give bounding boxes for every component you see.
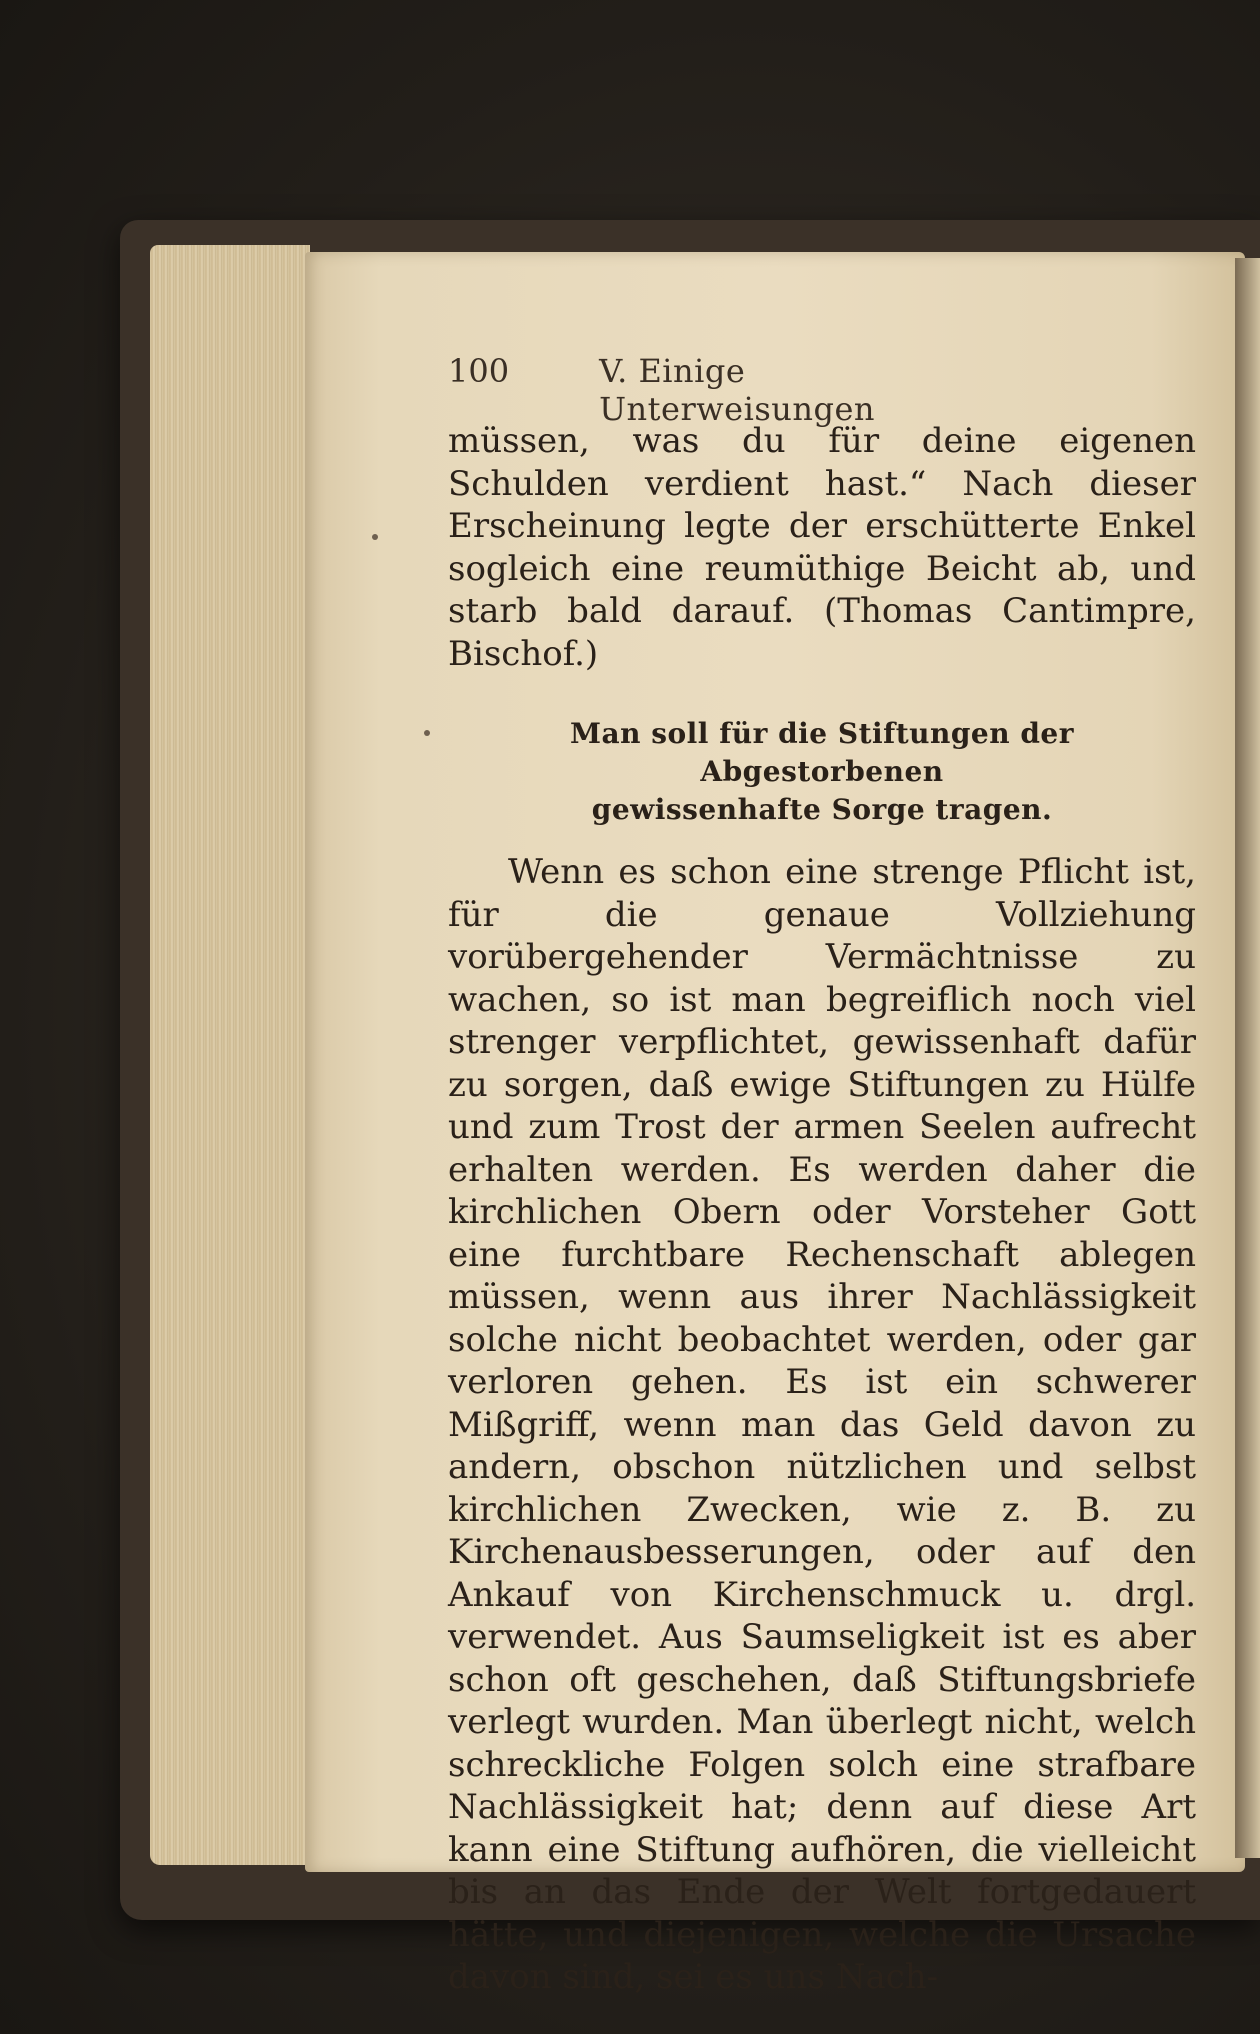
text-block: [448, 420, 1196, 1999]
page-edges: [150, 245, 310, 1865]
paper-speck: [424, 730, 430, 736]
paragraph: Wenn es schon eine strenge Pflicht ist, für die genaue Vollziehung vorübergehender Vermächtnisse zu wachen, so ist man begreiflich noch viel strenger verpflichtet, gewissenhaft dafür zu sorgen, daß ewige Stiftungen zu Hülfe und zum Trost der armen Seelen aufrecht erhalten werden. Es werden daher die kirchlichen Obern oder Vorsteher Gott eine furchtbare Rechenschaft ablegen müssen, wenn aus ihrer Nachlässigkeit solche nicht beobachtet werden, oder gar verloren gehen. Es ist ein schwerer Mißgriff, wenn man das Geld davon zu andern, obschon nützlichen und selbst kirchlichen Zwecken, wie z. B. zu Kirchenausbesserungen, oder auf den Ankauf von Kirchenschmuck u. drgl. verwendet. Aus Saumseligkeit ist es aber schon oft geschehen, daß Stiftungsbriefe verlegt wurden. Man überlegt nicht, welch schreckliche Folgen solch eine strafbare Nachlässigkeit hat; denn auf diese Art kann eine Stiftung aufhören, die vielleicht bis an das Ende der Welt fortgedauert hätte, und diejenigen, welche die Ursache davon sind, sei es uns Nach-: [448, 852, 1196, 1997]
heading-line: gewissenhafte Sorge tragen.: [591, 793, 1053, 826]
heading-line: Man soll für die Stiftungen der Abgestorbenen: [569, 717, 1074, 788]
chapter-title: V. Einige Unterweisungen: [599, 352, 875, 428]
running-head: [448, 352, 1008, 428]
paper-speck: [372, 534, 378, 540]
facing-page-edge: [1235, 258, 1260, 1858]
section-heading: [448, 715, 1196, 829]
page-number: 100: [448, 352, 510, 390]
paragraph: müssen, was du für deine eigenen Schulden verdient hast.“ Nach dieser Erscheinung legte der erschütterte Enkel sogleich eine reumüthige Beicht ab, und starb bald darauf. (Thomas Cantimpre, Bischof.): [448, 421, 1196, 674]
